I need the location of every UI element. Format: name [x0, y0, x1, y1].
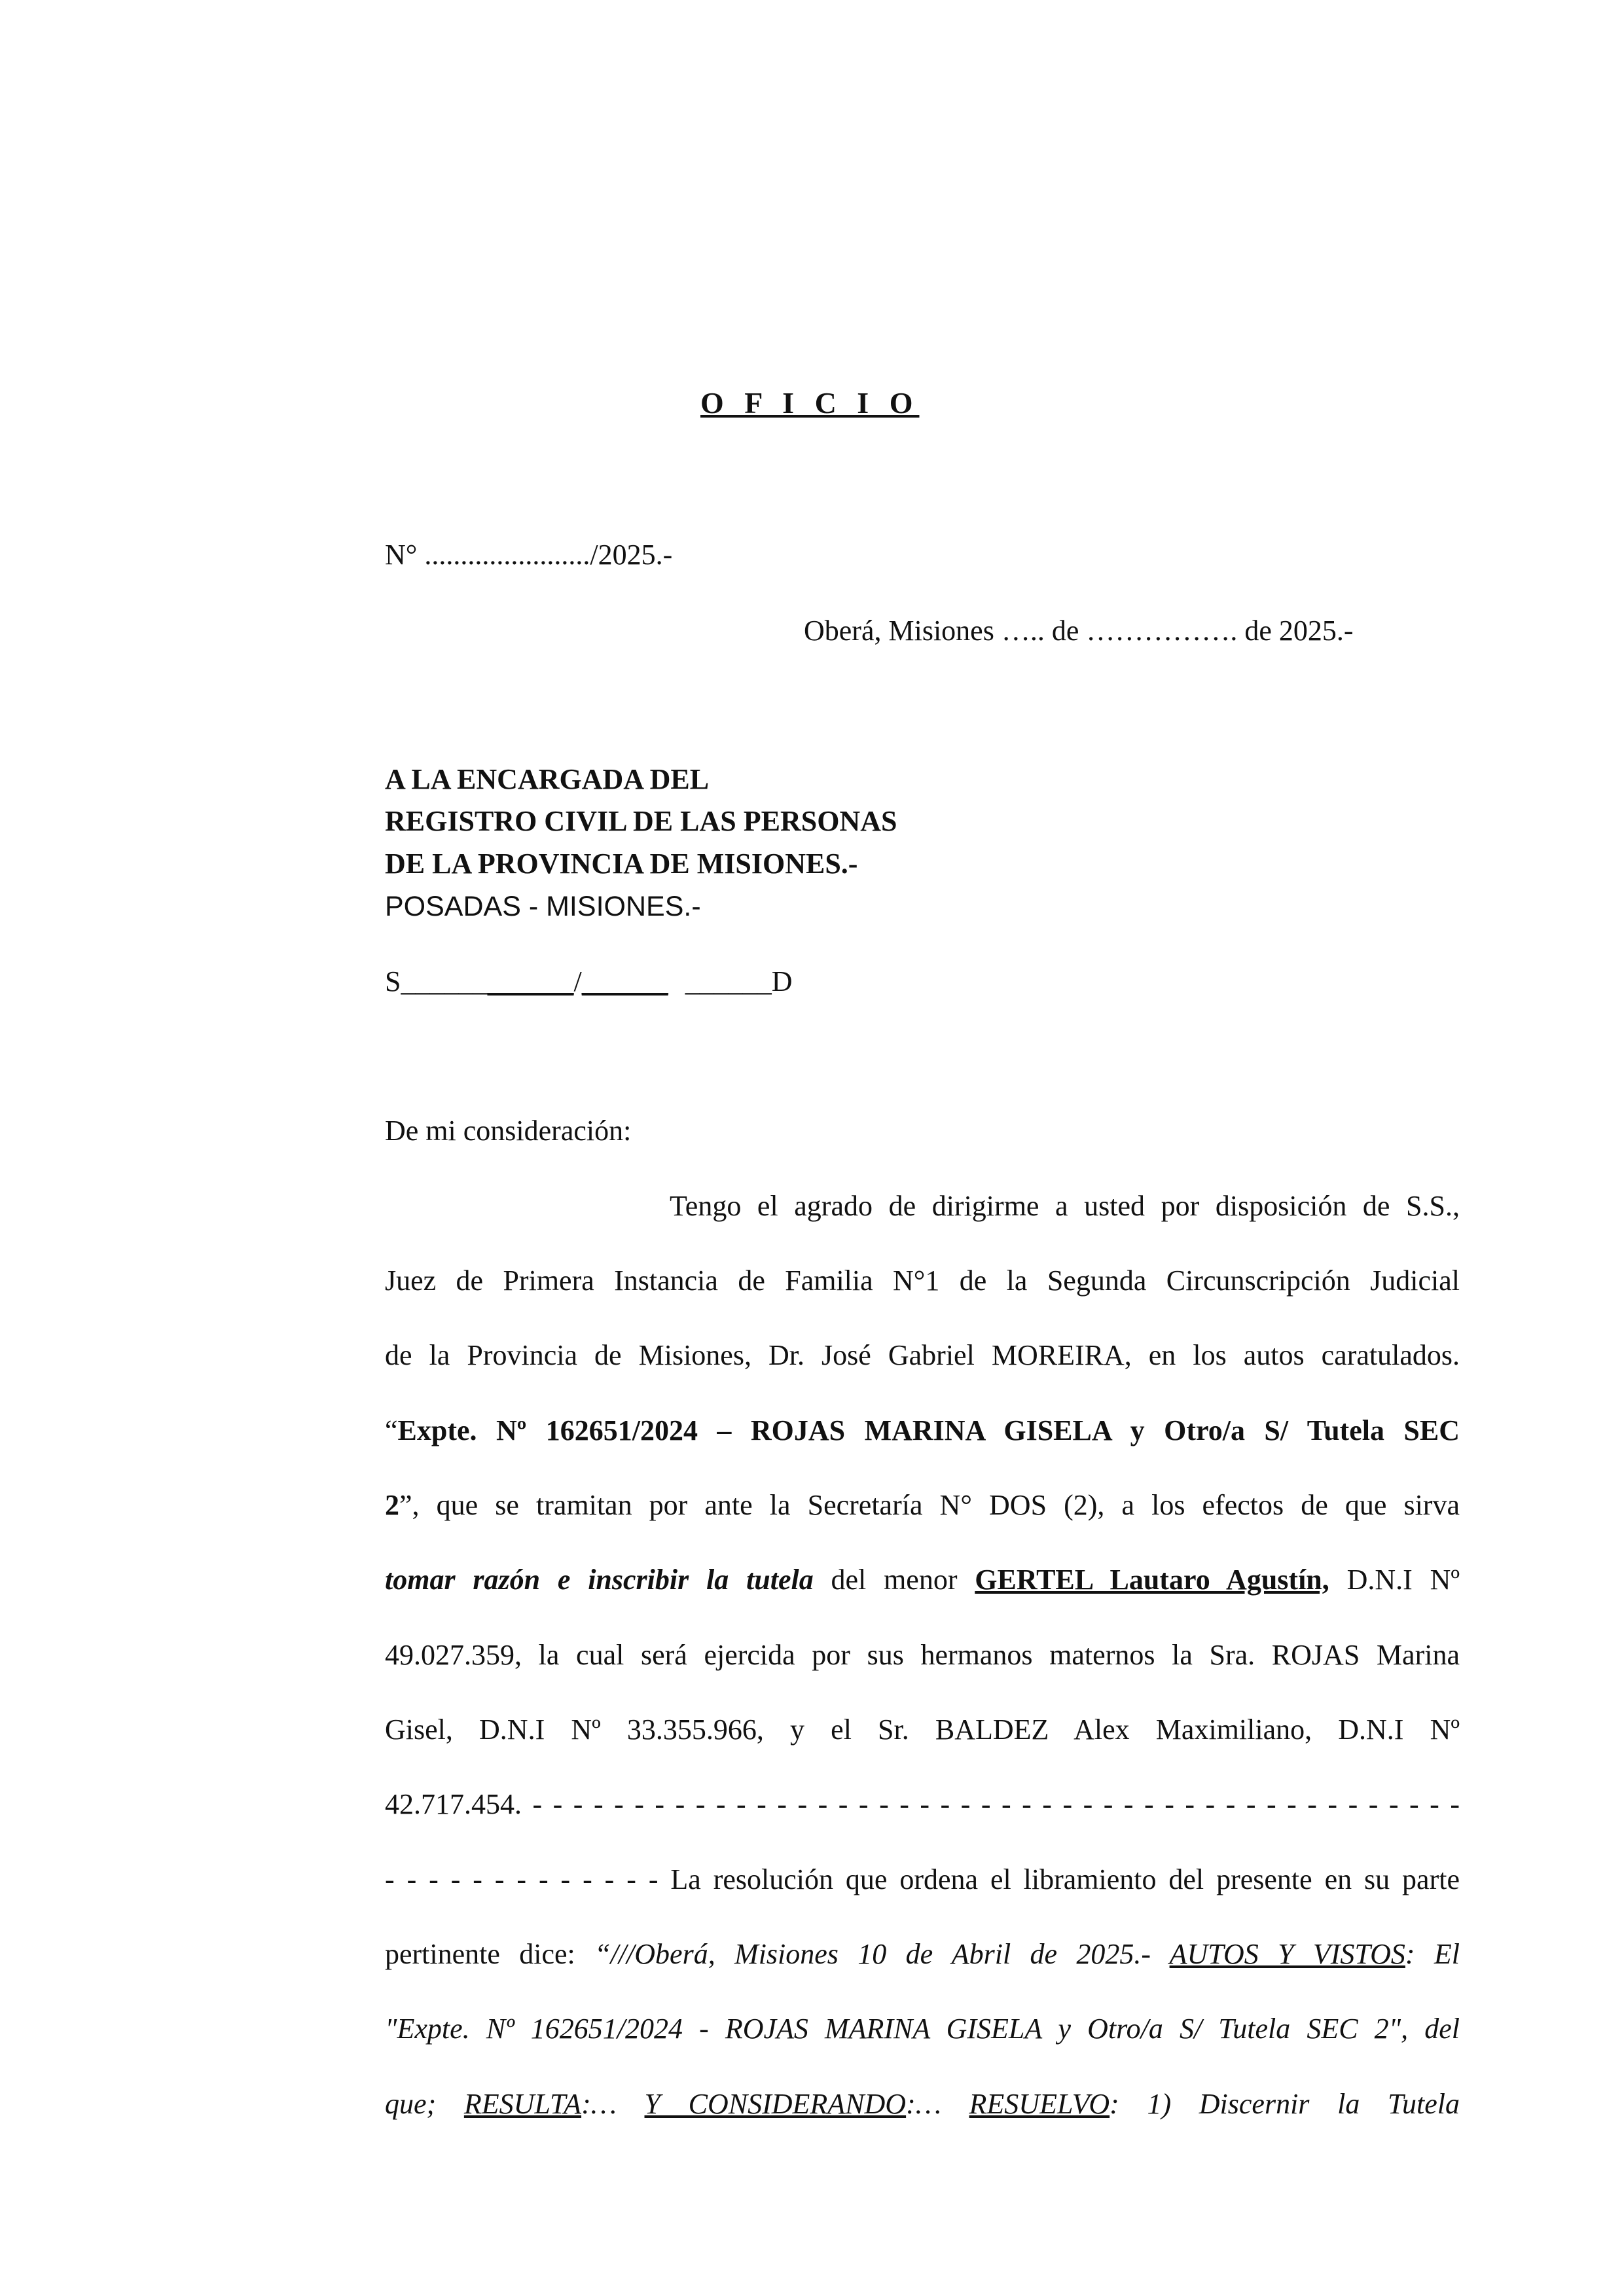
body-line-6 [385, 1563, 1460, 1597]
autos-y-vistos: AUTOS Y VISTOS [1169, 1938, 1405, 1970]
case-title-end: 2 [385, 1489, 399, 1521]
sd-seg1: ______ [401, 965, 488, 997]
resolution-quote-start: “///Oberá, Misiones 10 de Abril de 2025.- [594, 1938, 1170, 1970]
sd-seg5: ___ [728, 965, 772, 997]
sd-slash: / [573, 965, 582, 997]
instruction-emphasis: tomar razón e inscribir la tutela [385, 1564, 814, 1596]
minor-name: GERTEL Lautaro Agustín, [975, 1564, 1329, 1596]
body-line-3: de la Provincia de Misiones, Dr. José Gabriel MOREIRA, en los autos caratulados. [385, 1339, 1460, 1371]
body-line-5 [385, 1488, 1460, 1522]
oficio-number: N° ......................./2025.- [385, 539, 673, 571]
body-line-12: "Expte. Nº 162651/2024 - ROJAS MARINA GISELA y Otro/a S/ Tutela SEC 2", del [385, 2013, 1460, 2045]
body-line-4 [385, 1414, 1460, 1448]
resuelvo-label: RESUELVO [969, 2088, 1110, 2120]
body-line-13-b: :… [581, 2088, 645, 2120]
addressee-line-2: REGISTRO CIVIL DE LAS PERSONAS [385, 805, 897, 837]
body-line-10: - - - - - - - - - - - - - La resolución que ordena el libramiento del presente en su parte [385, 1863, 1460, 1895]
addressee-city: POSADAS - MISIONES.- [385, 891, 701, 922]
body-line-7: 49.027.359, la cual será ejercida por sus hermanos maternos la Sra. ROJAS Marina [385, 1639, 1460, 1671]
body-line-11 [385, 1937, 1460, 1971]
sd-d: D [771, 965, 793, 997]
body-line-5-text: ”, que se tramitan por ante la Secretaría N° DOS (2), a los efectos de que sirva [399, 1489, 1460, 1521]
sd-s: S [385, 965, 401, 997]
addressee-line-1: A LA ENCARGADA DEL [385, 763, 710, 795]
sd-seg2: ______ [487, 965, 574, 997]
body-line-9: 42.717.454. - - - - - - - - - - - - - - - - - - - - - - - - - - - - - - - - - - - - - - - - - - - - - - [385, 1788, 1460, 1820]
body-line-13-d: : 1) Discernir la Tutela [1110, 2088, 1460, 2120]
sd-seg3: ______ [581, 965, 668, 997]
date-line: Oberá, Misiones ….. de ……………. de 2025.- [804, 615, 1354, 647]
body-line-6-mid: del menor [813, 1564, 975, 1596]
body-line-11-plain: pertinente dice: [385, 1938, 595, 1970]
body-line-8: Gisel, D.N.I Nº 33.355.966, y el Sr. BALDEZ Alex Maximiliano, D.N.I Nº [385, 1713, 1460, 1746]
case-title: Expte. Nº 162651/2024 – ROJAS MARINA GISELA y Otro/a S/ Tutela SEC [397, 1414, 1460, 1446]
body-line-13 [385, 2087, 1460, 2121]
body-line-2: Juez de Primera Instancia de Familia N°1 de la Segunda Circunscripción Judicial [385, 1265, 1460, 1297]
body-line-13-a: que; [385, 2088, 464, 2120]
resulta-label: RESULTA [463, 2088, 582, 2120]
body-line-6-end: D.N.I Nº [1329, 1564, 1460, 1596]
body-line-1: Tengo el agrado de dirigirme a usted por disposición de S.S., [670, 1190, 1460, 1222]
sd-seg4: ___ [685, 965, 729, 997]
quote-open: “ [385, 1414, 398, 1446]
sd-line [385, 965, 793, 999]
body-line-11-end: : El [1405, 1938, 1460, 1970]
considerando-label: Y CONSIDERANDO [644, 2088, 907, 2120]
greeting: De mi consideración: [385, 1115, 632, 1147]
document-title: O F I C I O [700, 386, 920, 420]
addressee-line-3: DE LA PROVINCIA DE MISIONES.- [385, 848, 858, 880]
body-line-13-c: :… [906, 2088, 969, 2120]
